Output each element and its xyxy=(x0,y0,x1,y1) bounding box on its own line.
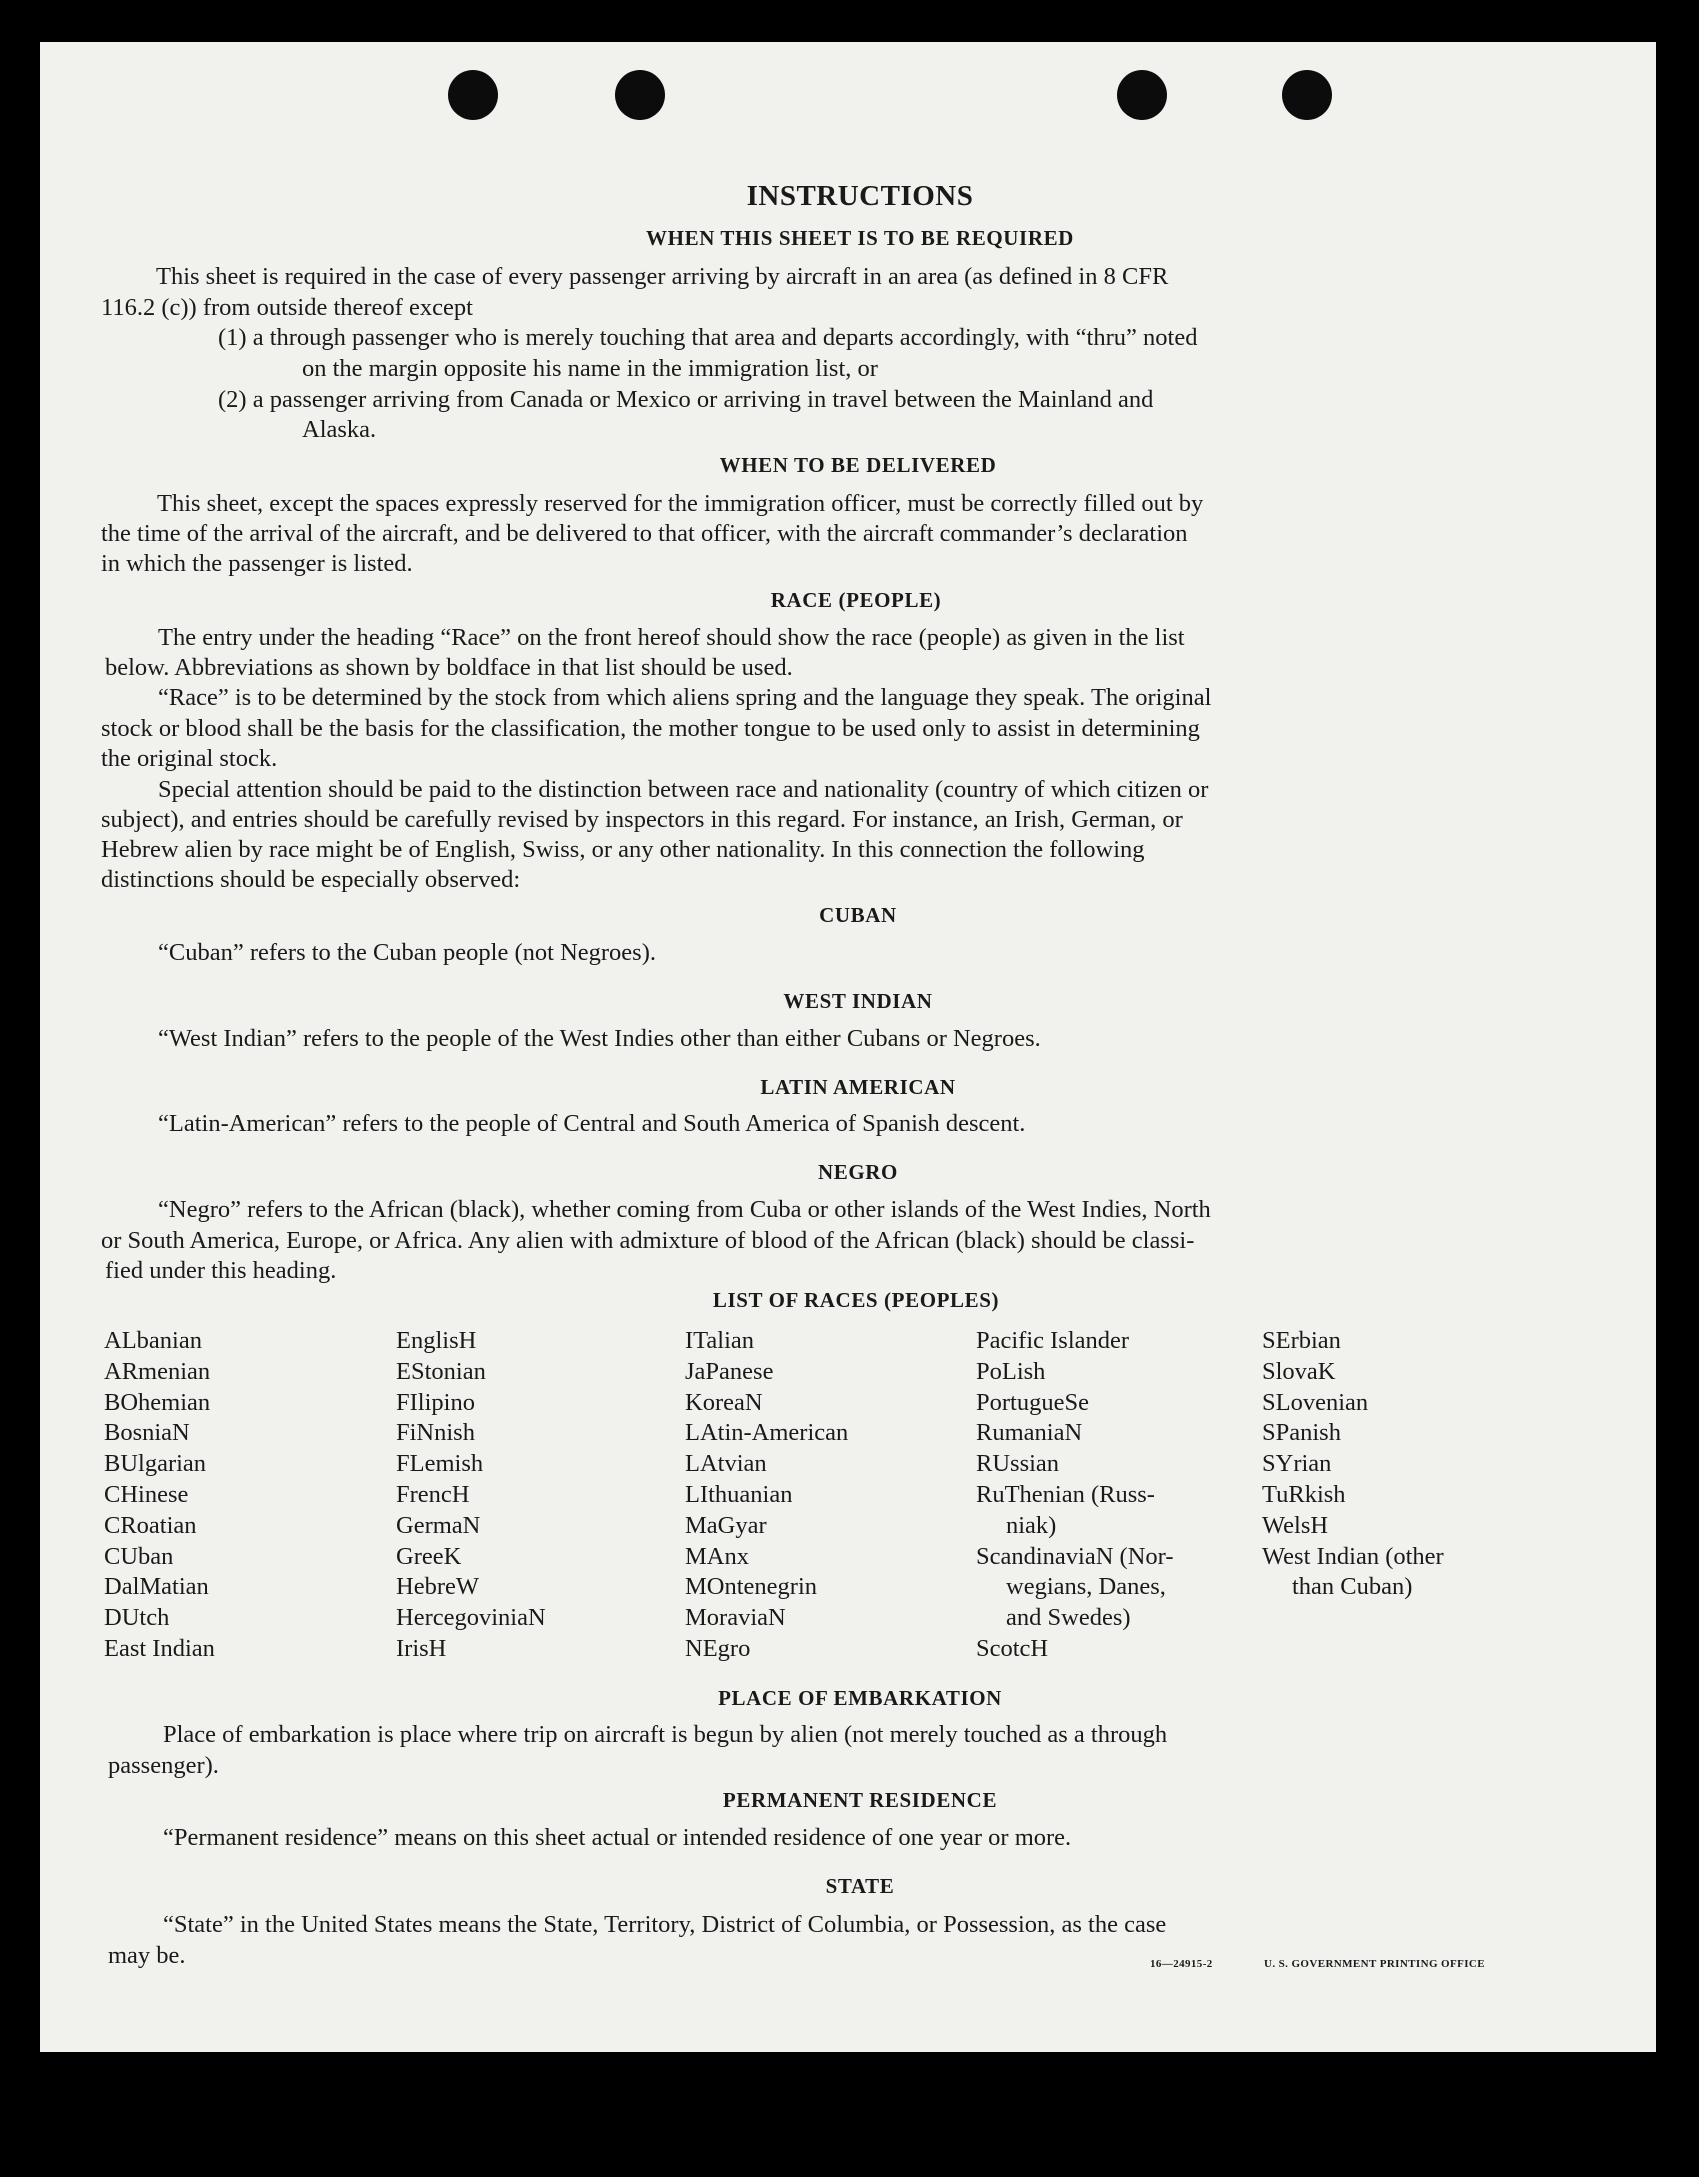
race-list-item: DalMatian xyxy=(104,1573,209,1601)
paragraph-line: “West Indian” refers to the people of the West Indies other than either Cubans or Negroes. xyxy=(158,1025,1041,1052)
paragraph-line: fied under this heading. xyxy=(105,1257,337,1284)
race-list-item: MaGyar xyxy=(685,1511,767,1539)
paragraph-line: Place of embarkation is place where trip on aircraft is begun by alien (not merely touched as a through xyxy=(163,1721,1168,1748)
race-list-item: SYrian xyxy=(1262,1450,1332,1478)
race-list-item: wegians, Danes, xyxy=(1006,1573,1166,1601)
section-heading: PLACE OF EMBARKATION xyxy=(718,1686,1002,1710)
race-list-item: than Cuban) xyxy=(1292,1573,1413,1601)
race-list-item: LAtvian xyxy=(685,1450,767,1478)
race-list-item: SlovaK xyxy=(1262,1357,1336,1385)
race-list-item: NEgro xyxy=(685,1635,751,1662)
race-list-item: East Indian xyxy=(104,1635,215,1662)
race-list-item: FLemish xyxy=(396,1450,484,1478)
race-list-item: RUssian xyxy=(976,1450,1060,1478)
section-heading: STATE xyxy=(825,1874,895,1898)
race-list-item: ARmenian xyxy=(104,1357,211,1385)
paragraph-line: “Race” is to be determined by the stock from which aliens spring and the language they speak. The original xyxy=(158,684,1212,711)
race-list-item: WelsH xyxy=(1262,1511,1329,1539)
race-list-item: KoreaN xyxy=(685,1388,763,1416)
race-list-item: BosniaN xyxy=(104,1419,190,1447)
printer-imprint: U. S. GOVERNMENT PRINTING OFFICE xyxy=(1264,1958,1486,1970)
race-list-item: JaPanese xyxy=(685,1357,774,1385)
race-list-item: EnglisH xyxy=(396,1327,477,1354)
section-heading: WEST INDIAN xyxy=(783,989,933,1013)
paragraph-line: The entry under the heading “Race” on the front hereof should show the race (people) as given in the list xyxy=(158,624,1185,651)
section-heading: PERMANENT RESIDENCE xyxy=(722,1788,998,1812)
paragraph-line: “Negro” refers to the African (black), whether coming from Cuba or other islands of the West Indies, North xyxy=(158,1196,1211,1223)
race-list-item: LAtin-American xyxy=(685,1419,849,1447)
race-list-item: SLovenian xyxy=(1262,1388,1369,1416)
section-heading: LATIN AMERICAN xyxy=(760,1075,956,1099)
paragraph-line: distinctions should be especially observed: xyxy=(101,866,521,893)
section-heading: NEGRO xyxy=(817,1160,898,1184)
race-list-item: and Swedes) xyxy=(1006,1604,1131,1632)
race-list-item: niak) xyxy=(1006,1511,1057,1539)
race-list-item: ITalian xyxy=(685,1327,755,1354)
paragraph-line: the original stock. xyxy=(101,745,278,772)
race-list-item: FrencH xyxy=(396,1481,470,1508)
race-list-item: RumaniaN xyxy=(976,1419,1083,1447)
section-heading: RACE (PEOPLE) xyxy=(770,588,942,612)
paragraph-line: “Cuban” refers to the Cuban people (not Negroes). xyxy=(158,939,656,966)
paragraph-line: passenger). xyxy=(108,1752,219,1779)
list-item: (1) a through passenger who is merely touching that area and departs accordingly, with “thru” noted xyxy=(218,324,1198,351)
race-list-item: SErbian xyxy=(1262,1327,1341,1354)
race-list-item: FIlipino xyxy=(396,1388,475,1416)
document-page xyxy=(40,42,1656,2052)
race-list-item: West Indian (other xyxy=(1262,1542,1444,1570)
paragraph-line: Alaska. xyxy=(302,416,377,443)
paragraph-line: This sheet, except the spaces expressly reserved for the immigration officer, must be correctly filled out by xyxy=(157,490,1204,517)
race-list-item: HercegoviniaN xyxy=(396,1604,546,1632)
race-list-item: GreeK xyxy=(396,1542,462,1570)
paragraph-line: in which the passenger is listed. xyxy=(101,550,413,577)
race-list-item: PortugueSe xyxy=(976,1388,1089,1416)
race-list-item: TuRkish xyxy=(1262,1481,1346,1508)
document-title: INSTRUCTIONS xyxy=(746,180,974,212)
race-list-item: MAnx xyxy=(685,1542,749,1570)
section-heading: LIST OF RACES (PEOPLES) xyxy=(712,1288,1000,1312)
punch-hole xyxy=(1282,70,1332,120)
punch-hole xyxy=(615,70,665,120)
race-list-item: Pacific Islander xyxy=(976,1327,1130,1354)
race-list-item: LIthuanian xyxy=(685,1481,793,1508)
race-list-item: MOntenegrin xyxy=(685,1573,817,1601)
race-list-item: DUtch xyxy=(104,1604,170,1632)
paragraph-line: stock or blood shall be the basis for the classification, the mother tongue to be used only to assist in determining xyxy=(101,715,1200,742)
race-list-item: BUlgarian xyxy=(104,1450,207,1478)
paragraph-line: Special attention should be paid to the distinction between race and nationality (country of which citizen or xyxy=(158,776,1209,803)
race-list-item: IrisH xyxy=(396,1635,447,1662)
punch-hole xyxy=(1117,70,1167,120)
race-list-item: SPanish xyxy=(1262,1419,1341,1447)
race-list-item: ALbanian xyxy=(104,1327,202,1354)
list-item: (2) a passenger arriving from Canada or Mexico or arriving in travel between the Mainland and xyxy=(218,386,1154,413)
section-heading: CUBAN xyxy=(819,903,897,927)
race-list-item: GermaN xyxy=(396,1511,481,1539)
race-list-item: CRoatian xyxy=(104,1511,197,1539)
punch-hole xyxy=(448,70,498,120)
race-list-item: PoLish xyxy=(976,1357,1046,1385)
race-list-item: BOhemian xyxy=(104,1388,211,1416)
race-list-item: ScandinaviaN (Nor- xyxy=(976,1542,1174,1570)
paragraph-line: “State” in the United States means the State, Territory, District of Columbia, or Possession, as the case xyxy=(163,1911,1167,1938)
race-list-item: ScotcH xyxy=(976,1635,1049,1662)
paragraph-line: This sheet is required in the case of every passenger arriving by aircraft in an area (as defined in 8 CFR xyxy=(156,263,1169,290)
paragraph-line: the time of the arrival of the aircraft, and be delivered to that officer, with the aircraft commander’s declaration xyxy=(101,520,1188,547)
paragraph-line: below. Abbreviations as shown by boldface in that list should be used. xyxy=(105,654,793,681)
race-list-item: CHinese xyxy=(104,1481,189,1508)
paragraph-line: may be. xyxy=(108,1942,186,1969)
race-list-item: HebreW xyxy=(396,1573,479,1601)
paragraph-line: on the margin opposite his name in the immigration list, or xyxy=(302,355,878,382)
paragraph-line: subject), and entries should be carefully revised by inspectors in this regard. For instance, an Irish, German, or xyxy=(101,806,1183,833)
paragraph-line: Hebrew alien by race might be of English, Swiss, or any other nationality. In this connection the following xyxy=(101,836,1145,863)
race-list-item: MoraviaN xyxy=(685,1604,786,1632)
race-list-item: RuThenian (Russ- xyxy=(976,1481,1155,1508)
race-list-item: EStonian xyxy=(396,1357,486,1385)
race-list-item: FiNnish xyxy=(396,1419,475,1447)
form-number: 16—24915-2 xyxy=(1150,1958,1213,1970)
section-heading: WHEN TO BE DELIVERED xyxy=(719,453,997,477)
paragraph-line: or South America, Europe, or Africa. Any alien with admixture of blood of the African (black) should be classi- xyxy=(101,1227,1195,1254)
paragraph-line: “Permanent residence” means on this sheet actual or intended residence of one year or more. xyxy=(163,1824,1072,1851)
section-heading: WHEN THIS SHEET IS TO BE REQUIRED xyxy=(646,226,1074,250)
paragraph-line: 116.2 (c)) from outside thereof except xyxy=(101,294,473,321)
paragraph-line: “Latin-American” refers to the people of Central and South America of Spanish descent. xyxy=(158,1110,1026,1137)
race-list-item: CUban xyxy=(104,1542,174,1570)
